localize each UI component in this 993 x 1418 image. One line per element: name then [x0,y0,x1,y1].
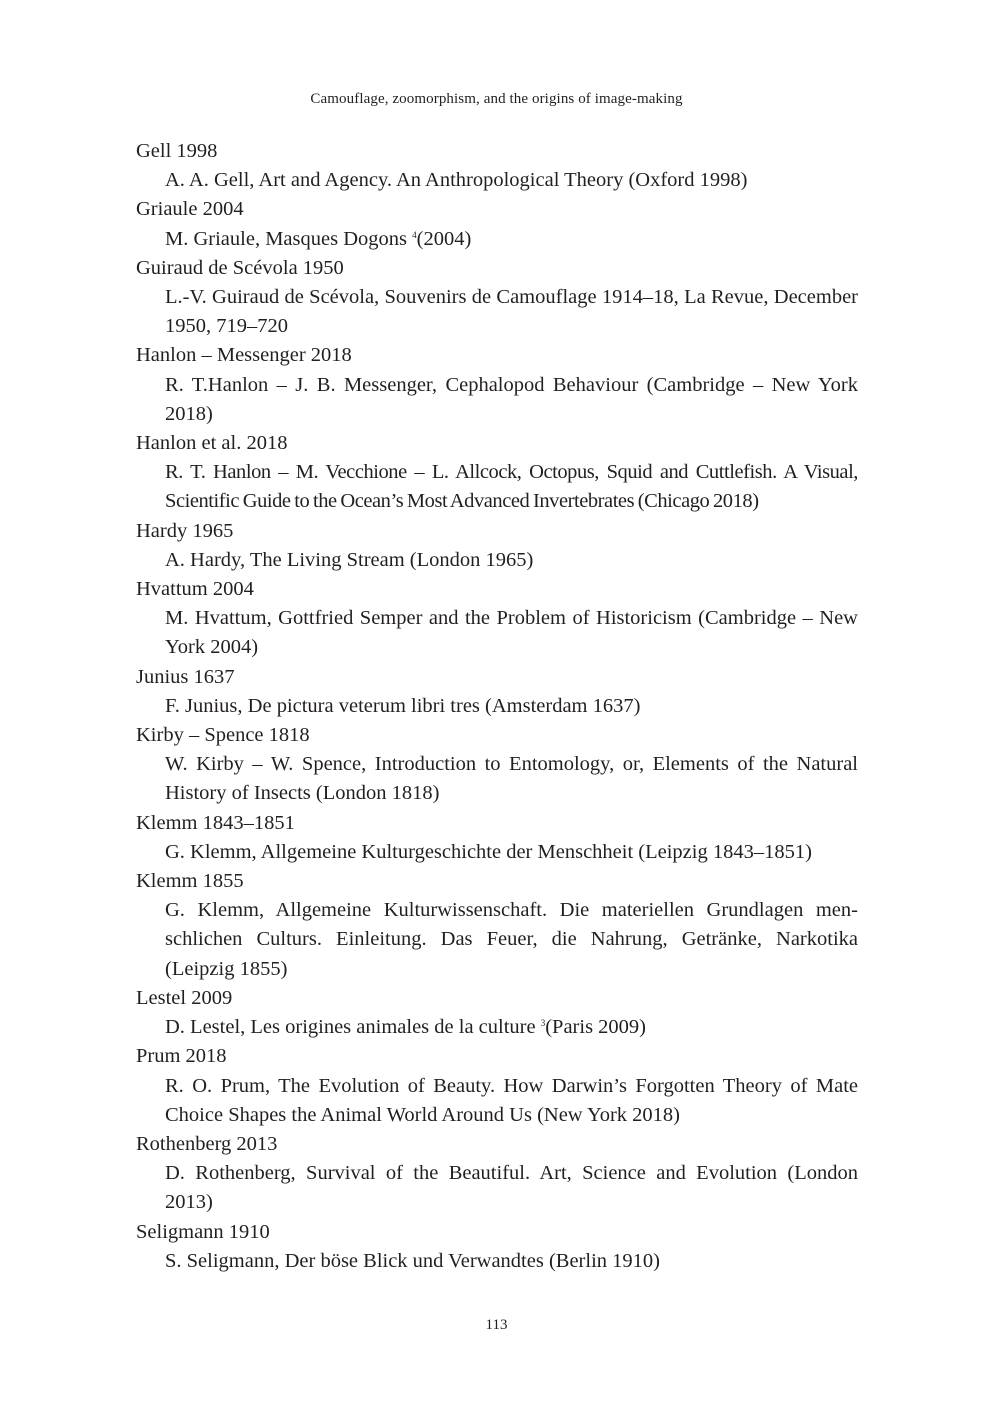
bibliography-entry [136,1218,858,1276]
entry-key: Klemm 1843–1851 [136,811,295,834]
entry-key: Gell 1998 [136,140,218,162]
entry-key: Hanlon – Messenger 2018 [136,344,352,367]
page-number: 113 [485,1317,508,1333]
entry-reference: R. T.Hanlon – J. B. Messenger, Cephalopod Behaviour (Cambridge – New York 2018) [165,373,858,425]
entry-key: Kirby – Spence 1818 [136,724,310,747]
entry-reference: A. Hardy, The Living Stream (London 1965) [165,548,534,571]
entry-reference: R. O. Prum, The Evolution of Beauty. How Darwin’s Forgotten Theory of Mate Choice Shapes the Animal World Around Us (New York 2018) [165,1074,858,1126]
entry-key: Prum 2018 [136,1045,227,1068]
entry-reference: S. Seligmann, Der böse Blick und Verwandtes (Berlin 1910) [165,1249,660,1272]
entry-reference: F. Junius, De pictura veterum libri tres (Amsterdam 1637) [165,694,641,717]
entry-key: Hanlon et al. 2018 [136,432,288,455]
entry-key: Hardy 1965 [136,519,234,542]
entry-reference: D. Rothenberg, Survival of the Beautiful. Art, Science and Evolution (London 2013) [165,1162,858,1214]
entry-reference: G. Klemm, Allgemeine Kulturgeschichte der Menschheit (Leipzig 1843–1851) [165,840,812,863]
entry-key: Rothenberg 2013 [136,1132,278,1155]
running-head: Camouflage, zoomorphism, and the origins of image-making [310,91,683,107]
entry-reference [165,225,858,254]
entry-reference-text: M. Griaule, Masques Dogons [165,227,413,250]
bibliography-list [136,137,858,1276]
entry-key: Seligmann 1910 [136,1220,270,1243]
entry-key: Junius 1637 [136,665,235,688]
bibliography-entry [136,1042,858,1130]
entry-reference-text-after: (2004) [416,227,472,250]
entry-key: Guiraud de Scévola 1950 [136,256,344,279]
bibliography-entry [136,137,858,195]
bibliography-entry [136,517,858,575]
bibliography-entry [136,721,858,809]
bibliography-entry [136,254,858,342]
edition-superscript: 4 [412,229,417,240]
entry-reference: A. A. Gell, Art and Agency. An Anthropological Theory (Oxford 1998) [165,169,748,192]
bibliography-entry [136,809,858,867]
entry-reference-text: D. Lestel, Les origines animales de la culture [165,1016,541,1039]
entry-key: Hvattum 2004 [136,578,254,601]
entry-reference-text-after: (Paris 2009) [545,1016,646,1039]
entry-reference: M. Hvattum, Gottfried Semper and the Problem of Historicism (Cambridge – New York 2004) [165,607,858,659]
entry-reference: L.-V. Guiraud de Scévola, Souvenirs de Camouflage 1914–18, La Revue, December 1950, 719–720 [165,286,858,338]
bibliography-entry [136,575,858,663]
entry-reference: W. Kirby – W. Spence, Introduction to Entomology, or, Elements of the Natural History of Insects (London 1818) [165,753,858,805]
bibliography-entry [136,195,858,253]
bibliography-entry [136,984,858,1042]
bibliography-entry [136,429,858,517]
entry-reference: R. T. Hanlon – M. Vecchione – L. Allcock, Octopus, Squid and Cuttlefish. A Visual, Scientific Guide to the Ocean’s Most Advanced Invertebrates (Chicago 2018) [165,461,858,513]
bibliography-entry [136,1130,858,1218]
entry-key: Griaule 2004 [136,198,244,221]
bibliography-entry [136,663,858,721]
bibliography-entry [136,341,858,429]
bibliography-entry [136,867,858,984]
entry-reference [165,1013,858,1042]
entry-key: Klemm 1855 [136,870,244,893]
edition-superscript: 3 [540,1018,546,1029]
entry-key: Lestel 2009 [136,986,233,1009]
entry-reference: G. Klemm, Allgemeine Kulturwissenschaft. Die materiellen Grundlagen menschlichen Culturs. Einleitung. Das Feuer, die Nahrung, Getränke, Narkotika (Leipzig 1855) [165,899,858,980]
